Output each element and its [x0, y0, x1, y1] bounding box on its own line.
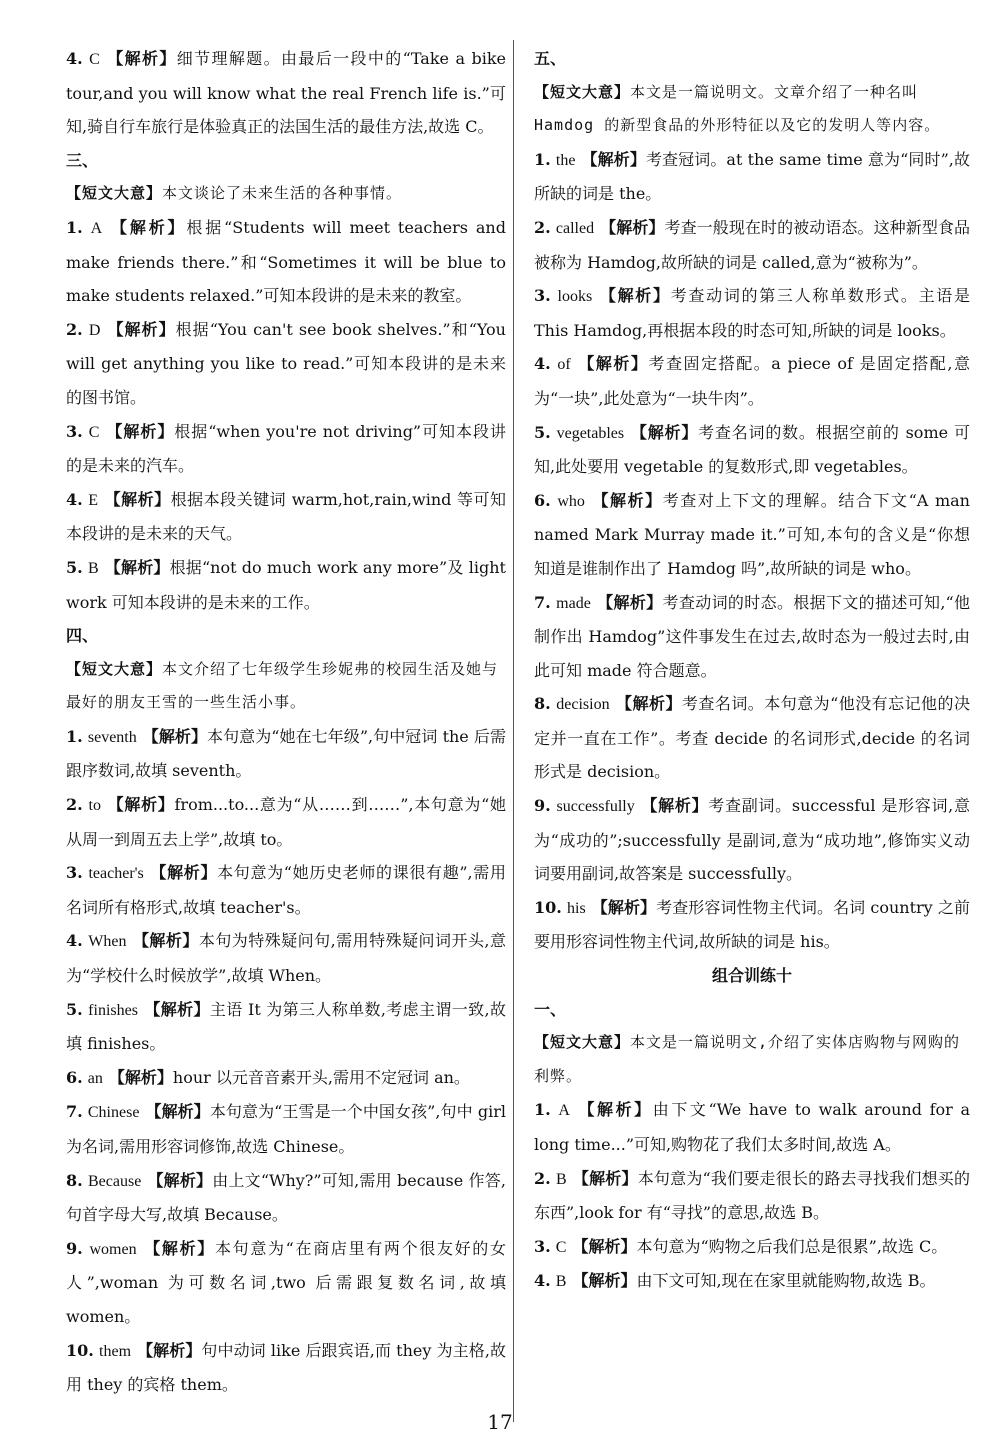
summary-tag: 【短文大意】 — [534, 82, 631, 101]
question-number: 8. — [534, 694, 551, 714]
analysis-text: from...to...意为“从……到……”,本句意为“她从周一到周五去上学”,故填 to。 — [66, 795, 506, 849]
answer-item — [66, 993, 506, 1061]
question-number: 5. — [66, 999, 83, 1019]
analysis-tag: 【解析】 — [142, 726, 208, 746]
question-number: 1. — [534, 149, 551, 169]
analysis-text: 由下文可知,现在在家里就能购物,故选 B。 — [636, 1271, 936, 1291]
answer-item — [66, 1164, 506, 1232]
answer-item — [534, 143, 970, 211]
section-heading: 四、 — [66, 626, 99, 646]
analysis-text: 本句为特殊疑问句,需用特殊疑问词开头,意为“学校什么时候放学”,故填 When。 — [66, 931, 506, 986]
passage-summary — [66, 653, 506, 720]
answer-item — [66, 788, 506, 856]
question-number: 8. — [66, 1170, 83, 1190]
answer-value: E — [88, 491, 99, 509]
analysis-text: 根据本段关键词 warm,hot,rain,wind 等可知本段讲的是未来的天气。 — [66, 489, 506, 544]
passage-summary — [534, 76, 970, 143]
answer-item — [66, 42, 506, 144]
question-number: 2. — [66, 795, 83, 815]
summary-text: 本文是一篇说明文。文章介绍了一种名叫 Hamdog 的新型食品的外形特征以及它的发明人等内容。 — [534, 82, 941, 135]
analysis-tag: 【解析】 — [106, 319, 176, 339]
question-number: 3. — [66, 421, 83, 441]
analysis-tag: 【解析】 — [106, 795, 175, 815]
analysis-tag: 【解析】 — [600, 217, 665, 237]
summary-text: 本文谈论了未来生活的各种事情。 — [162, 184, 403, 203]
analysis-text: 考查名词的数。根据空前的 some 可知,此处要用 vegetable 的复数形式,即 vegetables。 — [534, 422, 970, 477]
answer-item — [66, 1334, 506, 1402]
answer-value: A — [90, 219, 103, 237]
answer-value: made — [556, 594, 591, 612]
analysis-text: 考查副词。successful 是形容词,意为“成功的”;successfully 是副词,意为“成功地”,修饰实义动词要用副词,故答案是 successfully。 — [534, 796, 970, 884]
answer-value: vegetables — [556, 424, 625, 442]
question-number: 5. — [534, 422, 551, 442]
analysis-tag: 【解析】 — [104, 489, 171, 509]
summary-text: 本文是一篇说明文,介绍了实体店购物与网购的利弊。 — [534, 1033, 961, 1085]
analysis-text: 由上文“Why?”可知,需用 because 作答,句首字母大写,故填 Because。 — [66, 1170, 506, 1225]
analysis-tag: 【解析】 — [104, 557, 170, 577]
analysis-text: 考查对上下文的理解。结合下文“A man named Mark Murray made it.”可知,本句的含义是“你想知道是谁制作出了 Hamdog 吗”,故所缺的词是 who。 — [534, 490, 970, 578]
question-number: 1. — [66, 217, 83, 237]
analysis-tag: 【解析】 — [615, 694, 682, 714]
summary-tag: 【短文大意】 — [534, 1033, 631, 1052]
answer-value: successfully — [556, 798, 635, 816]
analysis-tag: 【解析】 — [108, 1067, 173, 1087]
answer-value: seventh — [87, 728, 137, 746]
question-number: 1. — [534, 1100, 551, 1120]
answer-value: When — [88, 933, 127, 951]
analysis-text: 根据“not do much work any more”及 light work 可知本段讲的是未来的工作。 — [66, 557, 506, 612]
answer-value: an — [87, 1069, 103, 1087]
analysis-text: 根据“You can't see book shelves.”和“You will get anything you like to read.”可知本段讲的是未来的图书馆。 — [66, 319, 506, 407]
answer-value: A — [558, 1102, 570, 1120]
analysis-tag: 【解析】 — [572, 1168, 638, 1188]
analysis-text: 主语 It 为第三人称单数,考虑主谓一致,故填 finishes。 — [66, 999, 506, 1054]
analysis-tag: 【解析】 — [575, 1100, 653, 1120]
answer-item — [534, 484, 970, 586]
answer-value: finishes — [88, 1001, 138, 1019]
analysis-text: 本句意为“她历史老师的课很有趣”,需用名词所有格形式,故填 teacher's。 — [66, 863, 506, 917]
answer-value: D — [88, 321, 101, 339]
analysis-tag: 【解析】 — [142, 1238, 215, 1258]
analysis-text: 考查形容词性物主代词。名词 country 之前要用形容词性物主代词,故所缺的词是 his。 — [534, 897, 970, 952]
analysis-tag: 【解析】 — [149, 863, 218, 883]
passage-summary — [66, 177, 506, 211]
analysis-tag: 【解析】 — [105, 49, 177, 68]
analysis-text: 考查名词。本句意为“他没有忘记他的决定并一直在工作”。考查 decide 的名词形式,decide 的名词形式是 decision。 — [534, 694, 970, 782]
answer-value: called — [555, 219, 595, 237]
analysis-text: hour 以元音音素开头,需用不定冠词 an。 — [172, 1067, 470, 1087]
analysis-text: 考查动词的时态。根据下文的描述可知,“他制作出 Hamdog”这件事发生在过去,故时态为一般过去时,由此可知 made 符合题意。 — [534, 592, 970, 680]
question-number: 5. — [66, 557, 83, 577]
answer-item — [66, 720, 506, 788]
answer-item — [534, 1093, 970, 1161]
column-divider — [513, 40, 514, 1422]
analysis-text: 由下文“We have to walk around for a long time...”可知,购物花了我们太多时间,故选 A。 — [534, 1100, 970, 1154]
answer-value: Because — [87, 1172, 142, 1190]
analysis-tag: 【解析】 — [630, 422, 699, 442]
answer-value: C — [555, 1238, 567, 1256]
answer-value: decision — [556, 696, 610, 714]
answer-item — [66, 1061, 506, 1096]
question-number: 7. — [534, 592, 551, 612]
answer-item — [66, 856, 506, 924]
answer-value: C — [89, 51, 100, 68]
answer-item — [534, 789, 970, 891]
question-number: 9. — [534, 796, 551, 816]
analysis-text: 本句意为“她在七年级”,句中冠词 the 后需跟序数词,故填 seventh。 — [66, 726, 506, 781]
answer-item — [534, 891, 970, 959]
section-heading: 五、 — [534, 49, 567, 68]
analysis-tag: 【解析】 — [108, 217, 187, 237]
answer-value: B — [556, 1170, 567, 1188]
answer-value: B — [555, 1273, 567, 1291]
summary-text: 本文介绍了七年级学生珍妮弗的校园生活及她与最好的朋友王雪的一些生活小事。 — [66, 659, 499, 712]
analysis-text: 本句意为“王雪是一个中国女孩”,句中 girl 为名词,需用形容词修饰,故选 Chinese。 — [66, 1102, 506, 1156]
answer-value: to — [88, 797, 101, 815]
answer-item — [66, 313, 506, 415]
question-number: 1. — [66, 726, 83, 746]
analysis-tag: 【解析】 — [105, 421, 175, 441]
section-heading: 一、 — [534, 999, 567, 1019]
analysis-tag: 【解析】 — [132, 931, 199, 951]
analysis-tag: 【解析】 — [147, 1170, 213, 1190]
analysis-tag: 【解析】 — [598, 286, 671, 306]
analysis-tag: 【解析】 — [640, 796, 709, 816]
answer-item — [66, 551, 506, 619]
answer-value: looks — [557, 288, 593, 306]
left-column — [66, 42, 506, 1402]
question-number: 2. — [534, 1168, 551, 1188]
question-number: 2. — [534, 217, 551, 237]
question-number: 4. — [534, 354, 551, 374]
question-number: 10. — [66, 1340, 94, 1360]
analysis-tag: 【解析】 — [145, 1102, 210, 1122]
answer-item — [534, 1162, 970, 1230]
analysis-tag: 【解析】 — [137, 1340, 202, 1360]
question-number: 6. — [66, 1067, 83, 1087]
answer-item — [66, 483, 506, 551]
question-number: 9. — [66, 1238, 83, 1258]
analysis-text: 根据“when you're not driving”可知本段讲的是未来的汽车。 — [66, 421, 506, 476]
analysis-text: 考查动词的第三人称单数形式。主语是 This Hamdog,再根据本段的时态可知,所缺的词是 looks。 — [534, 286, 970, 340]
answer-value: women — [89, 1240, 137, 1258]
answer-value: who — [557, 492, 585, 510]
answer-item — [534, 1264, 970, 1299]
answer-item — [534, 586, 970, 688]
answer-item — [534, 687, 970, 789]
analysis-tag: 【解析】 — [590, 490, 663, 510]
answer-item — [66, 924, 506, 992]
analysis-text: 细节理解题。由最后一段中的“Take a bike tour,and you will know what the real French life is.”可知,骑自行车旅行是体验真正的法国生活的最佳方法,故选 C。 — [66, 49, 506, 137]
analysis-text: 根据“Students will meet teachers and make friends there.”和“Sometimes it will be blue to make students relaxed.”可知本段讲的是未来的教室。 — [66, 217, 506, 306]
question-number: 4. — [534, 1271, 551, 1291]
answer-item — [534, 211, 970, 279]
analysis-text: 句中动词 like 后跟宾语,而 they 为主格,故用 they 的宾格 them。 — [66, 1340, 506, 1395]
answer-item — [66, 415, 506, 483]
page-number: 17 — [487, 1410, 513, 1434]
section-heading: 三、 — [66, 150, 99, 170]
summary-tag: 【短文大意】 — [66, 659, 163, 678]
analysis-tag: 【解析】 — [572, 1236, 637, 1256]
answer-item — [534, 416, 970, 484]
question-number: 10. — [534, 897, 562, 917]
answer-item — [66, 1095, 506, 1163]
analysis-tag: 【解析】 — [143, 999, 210, 1019]
question-number: 6. — [534, 490, 551, 510]
answer-item — [66, 211, 506, 313]
answer-value: of — [557, 356, 571, 374]
answer-item — [534, 347, 970, 415]
answer-value: B — [87, 559, 99, 577]
exercise-title: 组合训练十 — [711, 966, 792, 986]
analysis-text: 考查冠词。at the same time 意为“同时”,故所缺的词是 the。 — [534, 149, 970, 204]
analysis-tag: 【解析】 — [576, 354, 649, 374]
analysis-tag: 【解析】 — [572, 1271, 637, 1291]
question-number: 3. — [66, 863, 83, 883]
analysis-text: 考查固定搭配。a piece of 是固定搭配,意为“一块”,此处意为“一块牛肉”。 — [534, 354, 970, 408]
summary-tag: 【短文大意】 — [66, 184, 163, 203]
question-number: 3. — [534, 286, 551, 306]
question-number: 4. — [66, 489, 83, 509]
analysis-tag: 【解析】 — [596, 592, 663, 612]
passage-summary — [534, 1026, 970, 1093]
analysis-tag: 【解析】 — [581, 149, 646, 169]
question-number: 3. — [534, 1236, 551, 1256]
answer-value: his — [567, 899, 586, 917]
question-number: 2. — [66, 319, 83, 339]
analysis-text: 本句意为“购物之后我们总是很累”,故选 C。 — [636, 1236, 948, 1256]
right-column — [534, 42, 970, 1299]
answer-value: the — [555, 151, 576, 169]
analysis-text: 本句意为“在商店里有两个很友好的女人”,woman 为可数名词,two 后需跟复数名词,故填 women。 — [66, 1238, 506, 1326]
answer-value: Chinese — [87, 1104, 140, 1122]
answer-value: them — [99, 1342, 132, 1360]
question-number: 4. — [66, 931, 83, 951]
analysis-tag: 【解析】 — [591, 897, 657, 917]
answer-item — [66, 1232, 506, 1334]
answer-item — [534, 1230, 970, 1265]
answer-value: C — [88, 423, 100, 441]
answer-item — [534, 279, 970, 347]
answer-value: teacher's — [88, 865, 144, 883]
question-number: 7. — [66, 1102, 83, 1122]
question-number: 4. — [66, 49, 83, 68]
analysis-text: 考查一般现在时的被动语态。这种新型食品被称为 Hamdog,故所缺的词是 called,意为“被称为”。 — [534, 217, 970, 272]
analysis-text: 本句意为“我们要走很长的路去寻找我们想买的东西”,look for 有“寻找”的意思,故选 B。 — [534, 1168, 970, 1223]
